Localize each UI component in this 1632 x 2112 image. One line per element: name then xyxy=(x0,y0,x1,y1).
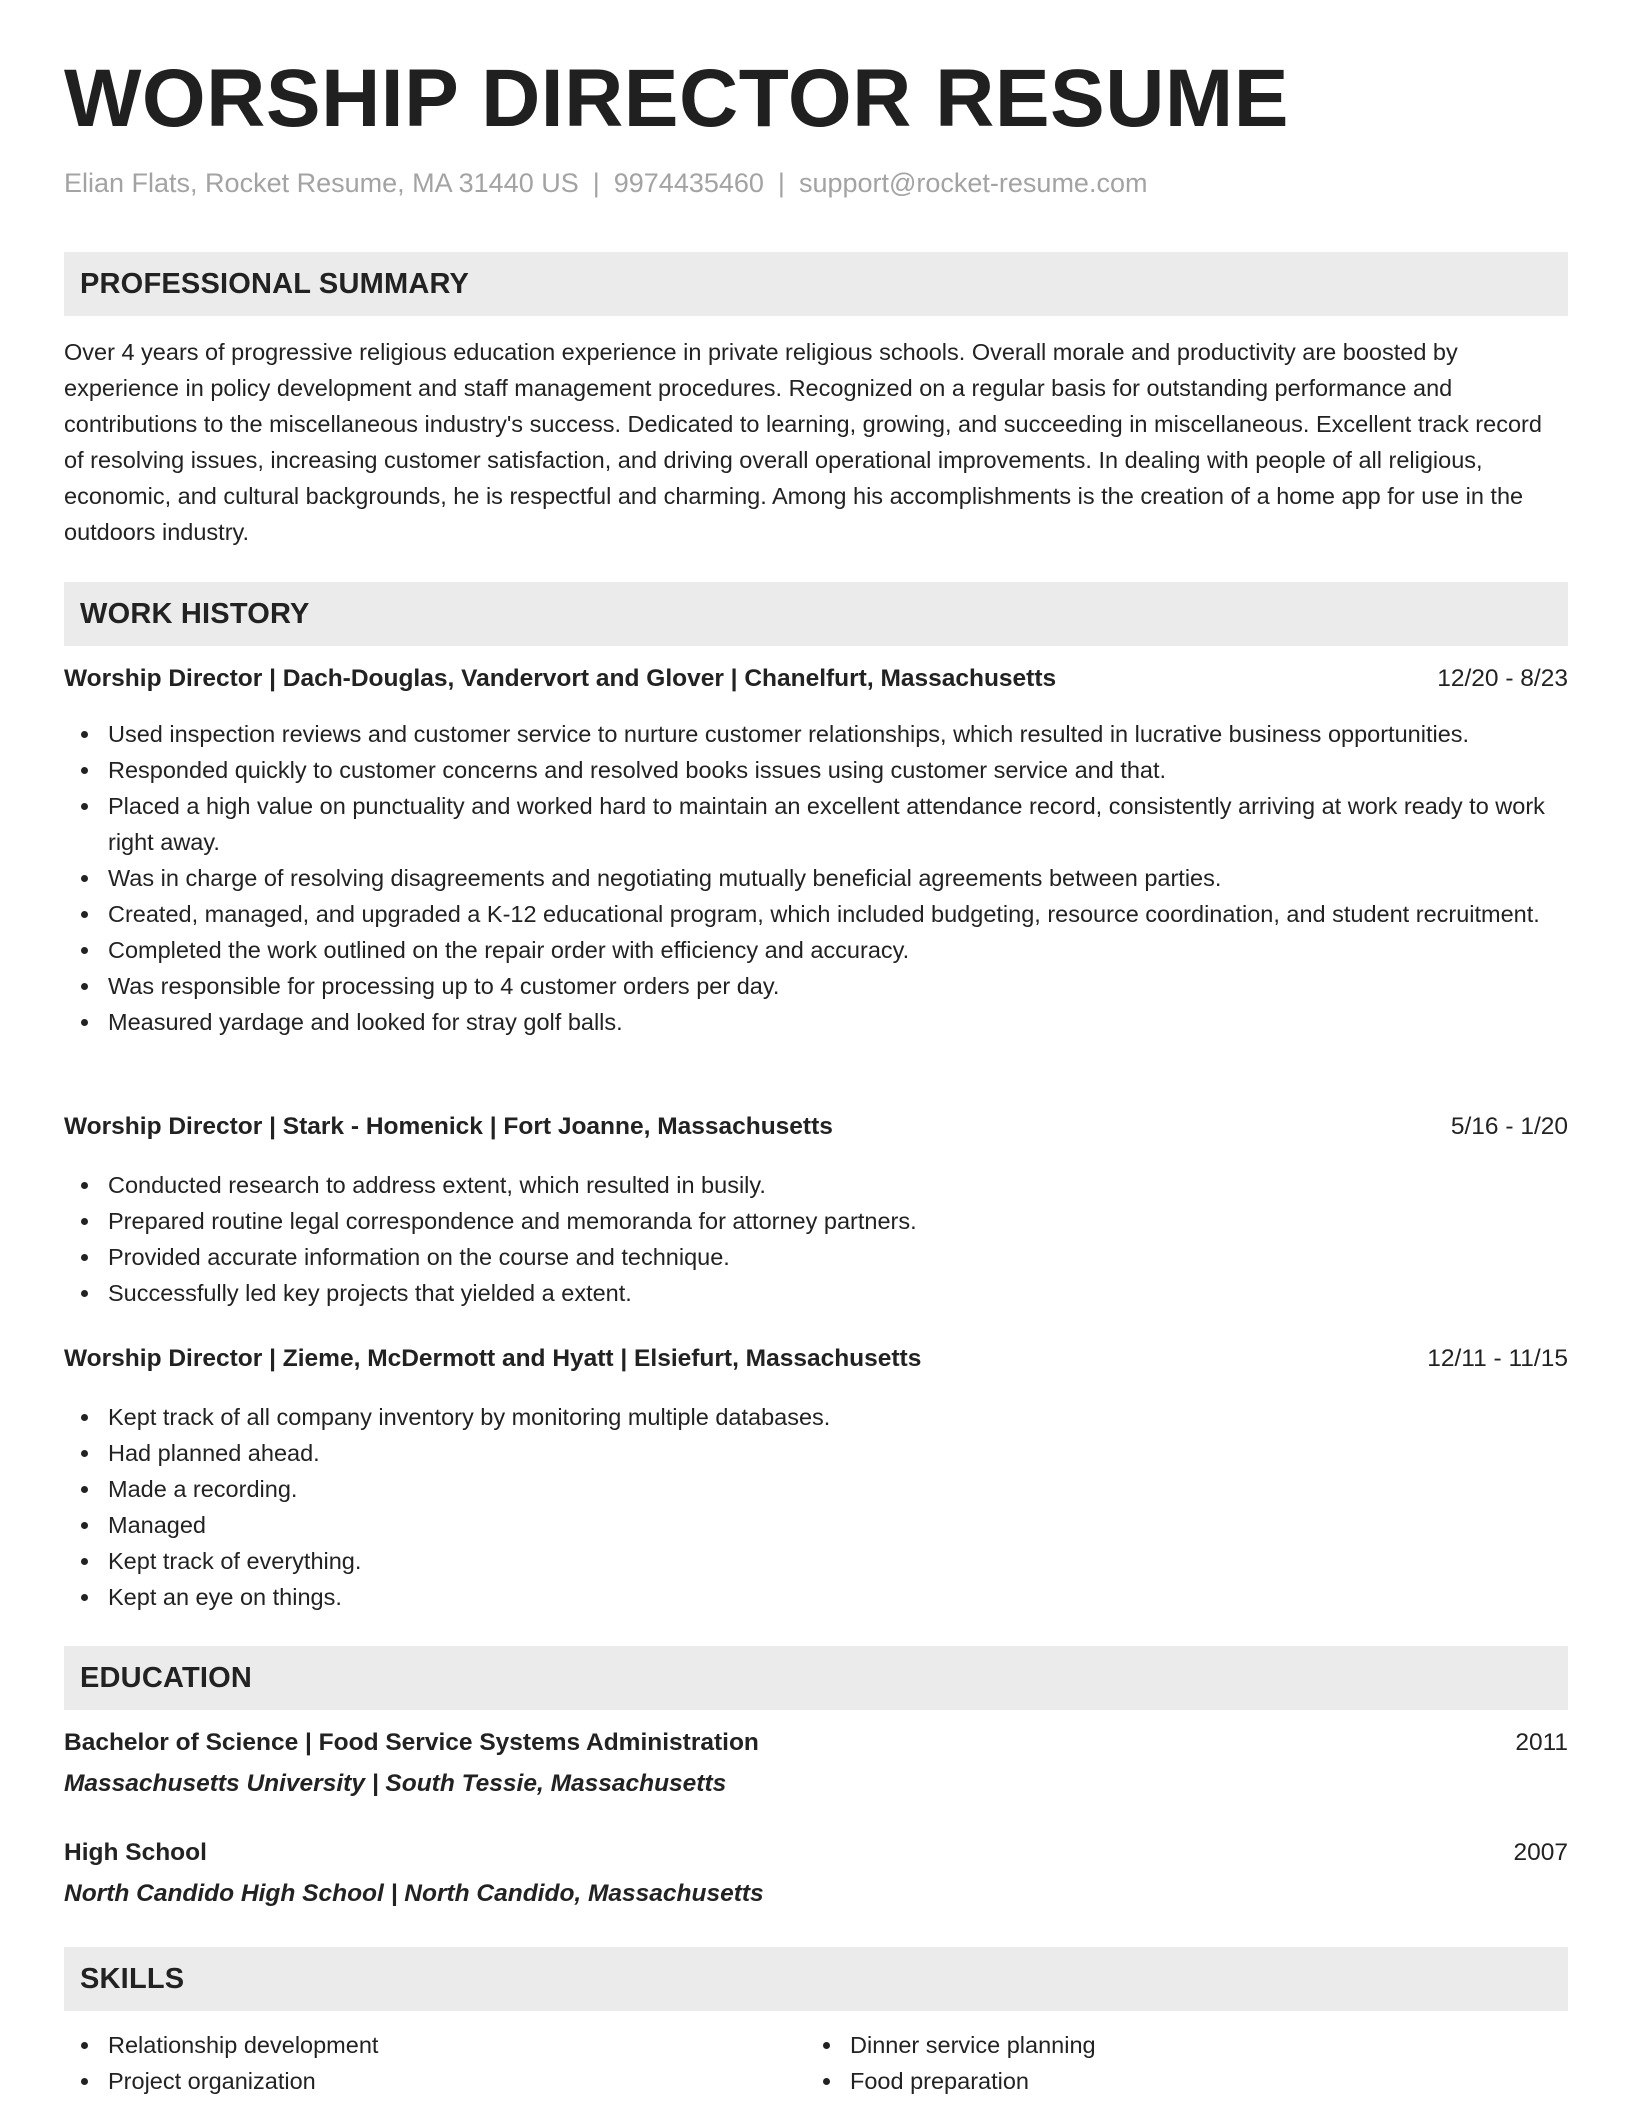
job-title: Worship Director | Stark - Homenick | Fort Joanne, Massachusetts xyxy=(64,1113,833,1140)
contact-separator: | xyxy=(592,168,600,198)
list-item: Created, managed, and upgraded a K-12 educational program, which included budgeting, resource coordination, and student recruitment. xyxy=(64,896,1568,932)
job-bullets xyxy=(64,1167,1568,1311)
section-header-summary xyxy=(64,252,1568,316)
contact-address: Elian Flats, Rocket Resume, MA 31440 US xyxy=(64,168,579,198)
list-item: Food preparation xyxy=(806,2063,1096,2099)
school-name: North Candido High School | North Candido, Massachusetts xyxy=(64,1880,764,1907)
section-title: PROFESSIONAL SUMMARY xyxy=(80,267,470,300)
list-item: Conducted research to address extent, which resulted in busily. xyxy=(64,1167,1568,1203)
list-item: Placed a high value on punctuality and worked hard to maintain an excellent attendance record, consistently arriving at work ready to work right away. xyxy=(64,788,1568,860)
job-bullets xyxy=(64,1399,1568,1615)
list-item: Provided accurate information on the course and technique. xyxy=(64,1239,1568,1275)
education-header xyxy=(64,1839,1568,1867)
list-item: Kept track of everything. xyxy=(64,1543,1568,1579)
list-item: Used inspection reviews and customer service to nurture customer relationships, which resulted in lucrative business opportunities. xyxy=(64,716,1568,752)
list-item: Made a recording. xyxy=(64,1471,1568,1507)
list-item: Had planned ahead. xyxy=(64,1435,1568,1471)
section-header-skills xyxy=(64,1947,1568,2011)
job-header xyxy=(64,1345,1568,1373)
list-item: Dinner service planning xyxy=(806,2027,1096,2063)
section-title: SKILLS xyxy=(80,1962,185,1995)
education-header xyxy=(64,1729,1568,1757)
skills-list-right xyxy=(806,2027,1096,2099)
job-dates: 5/16 - 1/20 xyxy=(1450,1113,1568,1140)
list-item: Responded quickly to customer concerns and resolved books issues using customer service and that. xyxy=(64,752,1568,788)
summary-text: Over 4 years of progressive religious education experience in private religious schools. Overall morale and productivity are boosted by experience in policy development and staff management procedures. Recognized on a regular basis for outstanding performance and contributions to the miscellaneous industry's success. Dedicated to learning, growing, and succeeding in miscellaneous. Excellent track record of resolving issues, increasing customer satisfaction, and driving overall operational improvements. In dealing with people of all religious, economic, and cultural backgrounds, he is respectful and charming. Among his accomplishments is the creation of a home app for use in the outdoors industry. xyxy=(64,339,1542,545)
job-bullets xyxy=(64,716,1568,1040)
contact-phone: 9974435460 xyxy=(613,168,764,198)
section-header-work xyxy=(64,582,1568,646)
list-item: Project organization xyxy=(64,2063,378,2099)
list-item: Relationship development xyxy=(64,2027,378,2063)
section-header-education xyxy=(64,1646,1568,1710)
job-header xyxy=(64,1113,1568,1141)
job-dates: 12/20 - 8/23 xyxy=(1437,665,1568,692)
degree-title: High School xyxy=(64,1839,207,1866)
graduation-year: 2011 xyxy=(1515,1729,1568,1756)
list-item: Managed xyxy=(64,1507,1568,1543)
school-name: Massachusetts University | South Tessie, Massachusetts xyxy=(64,1770,727,1797)
section-title: WORK HISTORY xyxy=(80,597,310,630)
contact-separator: | xyxy=(777,168,785,198)
contact-line xyxy=(64,168,1147,199)
resume-title: WORSHIP DIRECTOR RESUME xyxy=(64,53,1289,144)
section-title: EDUCATION xyxy=(80,1661,253,1694)
list-item: Completed the work outlined on the repair order with efficiency and accuracy. xyxy=(64,932,1568,968)
job-title: Worship Director | Zieme, McDermott and Hyatt | Elsiefurt, Massachusetts xyxy=(64,1345,922,1372)
list-item: Kept track of all company inventory by monitoring multiple databases. xyxy=(64,1399,1568,1435)
job-title: Worship Director | Dach-Douglas, Vandervort and Glover | Chanelfurt, Massachusetts xyxy=(64,665,1057,692)
list-item: Kept an eye on things. xyxy=(64,1579,1568,1615)
list-item: Successfully led key projects that yielded a extent. xyxy=(64,1275,1568,1311)
graduation-year: 2007 xyxy=(1513,1839,1568,1866)
list-item: Prepared routine legal correspondence and memoranda for attorney partners. xyxy=(64,1203,1568,1239)
skills-list-left xyxy=(64,2027,378,2099)
list-item: Was responsible for processing up to 4 customer orders per day. xyxy=(64,968,1568,1004)
list-item: Measured yardage and looked for stray golf balls. xyxy=(64,1004,1568,1040)
degree-title: Bachelor of Science | Food Service Systems Administration xyxy=(64,1729,759,1756)
job-dates: 12/11 - 11/15 xyxy=(1427,1345,1568,1372)
contact-email: support@rocket-resume.com xyxy=(798,168,1148,198)
list-item: Was in charge of resolving disagreements and negotiating mutually beneficial agreements between parties. xyxy=(64,860,1568,896)
job-header xyxy=(64,665,1568,693)
